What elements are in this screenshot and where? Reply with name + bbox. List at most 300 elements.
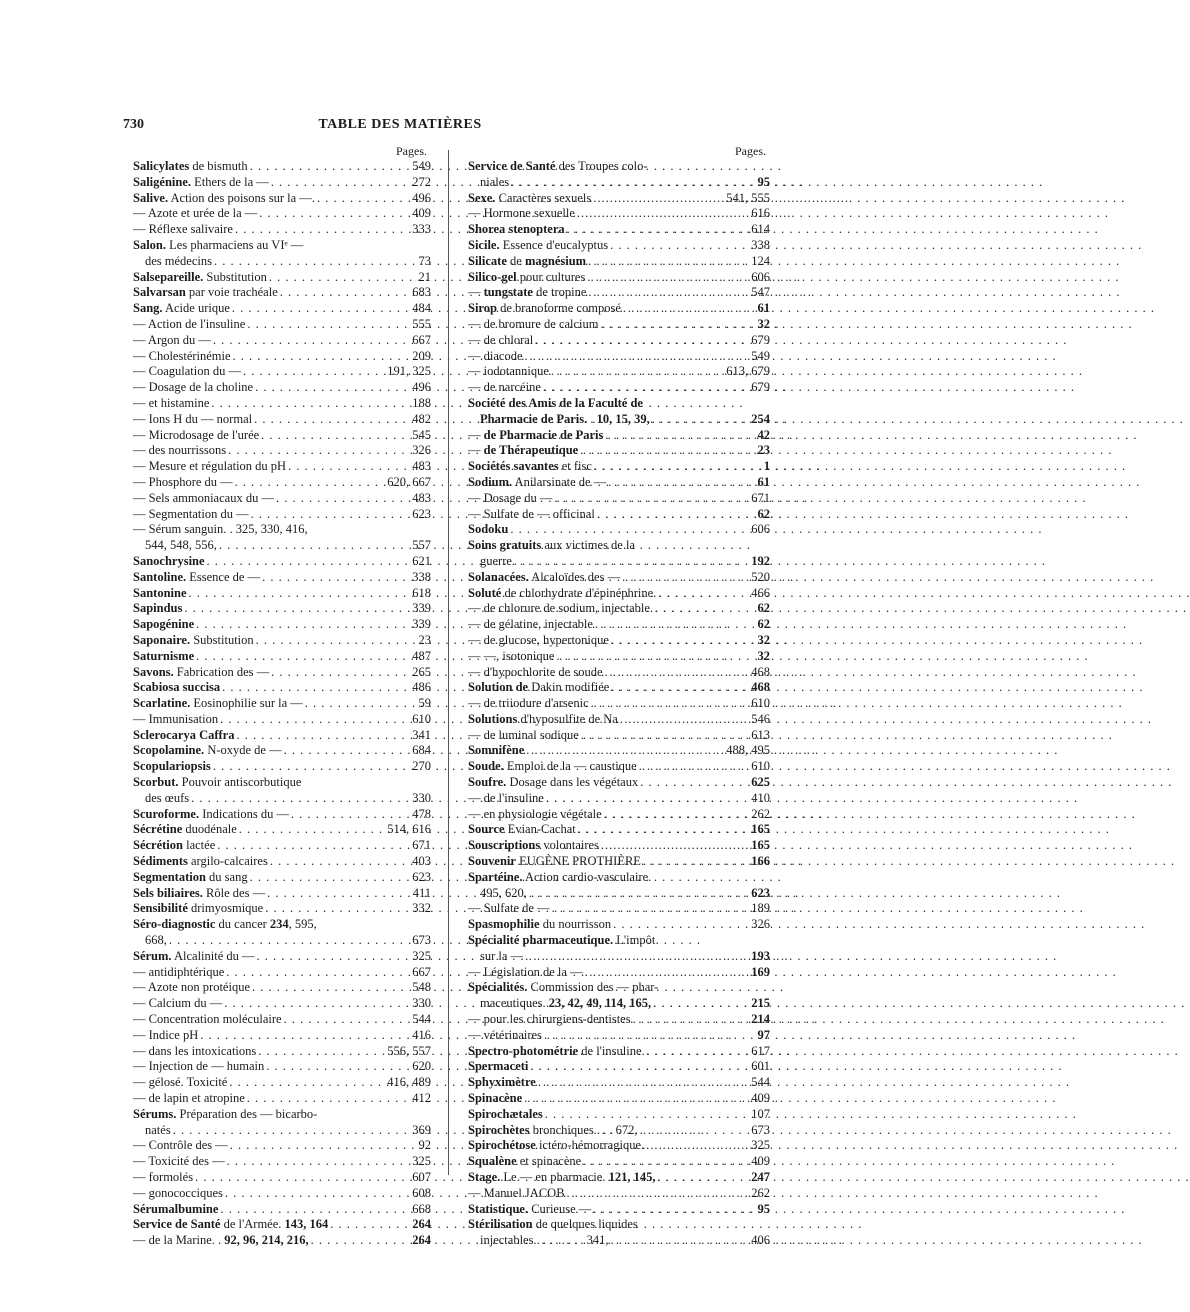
leader-dots [247, 317, 410, 333]
entry-text: — Action de l'insuline [133, 316, 246, 331]
index-entry [133, 1107, 431, 1139]
entry-line [133, 270, 431, 286]
entry-text: — de chlorure de sodium, injectable. [468, 601, 654, 616]
entry-text: Scorbut. Pouvoir antiscorbutique [133, 775, 302, 790]
leader-dots [169, 933, 410, 949]
page-reference: 107 [751, 1106, 770, 1121]
leader-dots [567, 222, 750, 238]
entry-line [468, 206, 770, 222]
index-entry [468, 1138, 770, 1154]
leader-dots [317, 191, 410, 207]
entry-text: Salvarsan par voie trachéale [133, 285, 278, 300]
entry-text: Solanacées. Alcaloïdes des — [468, 569, 621, 584]
entry-text: Silicate de magnésium [468, 253, 587, 268]
leader-dots [262, 570, 410, 586]
entry-text: Scarlatine. Eosinophilie sur la — [133, 696, 303, 711]
leader-dots [639, 759, 750, 775]
index-entry [468, 965, 770, 981]
entry-text: Salsepareille. Substitution [133, 269, 267, 284]
page-reference: 411 [412, 885, 431, 900]
entry-text: Saturnisme [133, 648, 195, 663]
leader-dots [217, 838, 410, 854]
leader-dots [604, 807, 750, 823]
leader-dots [235, 222, 410, 238]
page-reference: 326 [751, 917, 770, 932]
entry-text: — Coagulation du — [133, 364, 241, 379]
leader-dots [544, 1028, 756, 1044]
leader-dots [613, 917, 749, 933]
entry-text: — Toxicité des — [133, 1154, 225, 1169]
entry-line [468, 980, 770, 996]
entry-line [133, 886, 431, 902]
page-reference: 409 [751, 1154, 770, 1169]
entry-text: — formolés [133, 1170, 194, 1184]
index-entry [468, 191, 770, 207]
index-entry [133, 759, 431, 775]
leader-dots [228, 443, 410, 459]
entry-line [468, 1154, 770, 1170]
index-entry [133, 317, 431, 333]
index-column-right [468, 144, 770, 1249]
page-reference: 614 [751, 222, 770, 237]
index-entry [468, 270, 770, 286]
column-divider [448, 150, 449, 1175]
entry-continuation [468, 886, 770, 902]
page-reference: 262 [751, 1185, 770, 1200]
entry-line [468, 791, 770, 807]
leader-dots [213, 759, 410, 775]
leader-dots [643, 854, 749, 870]
entry-continuation [133, 791, 431, 807]
entry-line [133, 554, 431, 570]
leader-dots [580, 443, 755, 459]
page-reference: 616 [751, 206, 770, 221]
entry-text: — de chloral [468, 332, 534, 347]
index-entry [468, 1107, 770, 1123]
index-entry [468, 396, 770, 428]
index-entry [133, 1138, 431, 1154]
entry-text: Salon. Les pharmaciens au VIᵉ — [133, 237, 304, 252]
entry-text: Souscriptions volontaires [468, 838, 599, 853]
entry-text: — de Thérapeutique [468, 443, 579, 458]
entry-continuation [133, 254, 431, 270]
leader-dots [657, 1170, 749, 1186]
page-reference: 325 [412, 1154, 431, 1169]
index-entry [133, 712, 431, 728]
entry-line [133, 175, 431, 191]
entry-text: — Azote non protéique [133, 980, 250, 995]
page-reference: 333 [412, 222, 431, 237]
index-entry [468, 1075, 770, 1091]
leader-dots [239, 822, 385, 838]
entry-text: Source Evian-Cachat [468, 822, 576, 837]
page-reference: 21 [418, 269, 431, 284]
page-reference: 193 [751, 948, 770, 963]
entry-text: — Manuel JACOB [468, 1185, 565, 1200]
page-reference: 545 [412, 427, 431, 442]
entry-text: — des nourrissons [133, 443, 227, 458]
entry-text: Saligénine. Ethers de la — [133, 174, 269, 189]
page-reference: 496 [412, 380, 431, 395]
entry-text: — Dosage du — [468, 490, 553, 505]
entry-text: Séro-diagnostic du cancer 234, 595, [133, 917, 317, 932]
leader-dots [525, 949, 749, 965]
index-entry [133, 349, 431, 365]
entry-line [468, 917, 770, 933]
page-reference: 61 [757, 301, 770, 316]
entry-text: — Dosage de la choline [133, 380, 254, 395]
leader-dots [587, 270, 749, 286]
index-entry [133, 807, 431, 823]
page-reference: 520 [751, 569, 770, 584]
leader-dots [611, 633, 756, 649]
page-reference: 214 [751, 1012, 770, 1027]
page-reference: 341 [412, 727, 431, 742]
index-entry [468, 696, 770, 712]
page-reference: 671 [751, 490, 770, 505]
pages-label: Pages. [396, 144, 427, 158]
entry-text: Scabiosa succisa [133, 680, 221, 695]
entry-line [468, 712, 770, 728]
page-reference: 95 [757, 1201, 770, 1216]
entry-line [133, 285, 431, 301]
leader-dots [191, 791, 410, 807]
page-reference: 544 [751, 1075, 770, 1090]
page-reference: 679 [751, 332, 770, 347]
page-reference: 270 [412, 759, 431, 774]
leader-dots [514, 554, 749, 570]
entry-text: — Cholestérinémie [133, 348, 231, 363]
index-entry [133, 285, 431, 301]
entry-text: — de la Marine. . 92, 96, 214, 216, [133, 1233, 309, 1248]
index-entry [133, 396, 431, 412]
leader-dots [646, 1138, 749, 1154]
entry-text: 544, 548, 556, [145, 538, 217, 553]
entry-line [468, 1075, 770, 1091]
entry-line [468, 1217, 770, 1233]
page-reference: 410 [751, 790, 770, 805]
entry-line [468, 775, 770, 791]
entry-text: — Sulfate de — officinal [468, 506, 595, 521]
leader-dots [530, 1059, 749, 1075]
entry-text: Shorea stenoptera [468, 222, 565, 237]
entry-text: — Contrôle des — [133, 1138, 228, 1153]
index-entry [133, 743, 431, 759]
leader-dots [261, 428, 410, 444]
index-entry [468, 380, 770, 396]
entry-line [468, 301, 770, 317]
index-entry [468, 317, 770, 333]
index-entry [468, 838, 770, 854]
leader-dots [652, 412, 749, 428]
entry-line [133, 491, 431, 507]
entry-text: Savons. Fabrication des — [133, 664, 270, 679]
leader-dots [545, 1107, 749, 1123]
entry-text: Sédiments argilo-calcaires [133, 854, 268, 869]
entry-line [133, 696, 431, 712]
index-entry [133, 1075, 431, 1091]
page-reference: 1 [763, 459, 770, 474]
index-entry [468, 665, 770, 681]
entry-text: Service de Santé de l'Armée. 143, 164 [133, 1217, 329, 1232]
entry-text: Statistique. Curieuse — [468, 1201, 592, 1216]
entry-text: Soude. Emploi de la — caustique [468, 759, 637, 774]
entry-text: — de narcéine [468, 380, 541, 395]
page-reference: 496 [412, 190, 431, 205]
entry-text: Sodoku [468, 522, 509, 537]
entry-line [133, 1170, 431, 1186]
entry-text: — Concentration moléculaire [133, 1012, 282, 1027]
entry-line [133, 980, 431, 996]
entry-line [468, 491, 770, 507]
index-entry [468, 743, 770, 759]
entry-line [468, 396, 770, 412]
leader-dots [529, 886, 749, 902]
entry-text: Spartéine. Action cardio-vasculaire. [468, 869, 652, 884]
index-entry [468, 507, 770, 523]
index-entry [133, 1059, 431, 1075]
entry-line [468, 854, 770, 870]
entry-text: Soufre. Dosage dans les végétaux [468, 775, 639, 790]
leader-dots [605, 665, 750, 681]
leader-dots [267, 886, 411, 902]
entry-line [133, 601, 431, 617]
page-reference: 607 [412, 1170, 431, 1184]
index-entry [133, 949, 431, 965]
page-reference: 610 [412, 711, 431, 726]
entry-text: Sérumalbumine [133, 1201, 219, 1216]
entry-text: Squalène et spinacène [468, 1154, 582, 1169]
index-entry [133, 965, 431, 981]
index-entry [133, 1012, 431, 1028]
index-entry [468, 901, 770, 917]
page-reference: 412 [412, 1091, 431, 1106]
page-reference: 667 [412, 332, 431, 347]
index-entry [468, 538, 770, 570]
entry-text: Sérums. Préparation des — bicarbo- [133, 1106, 318, 1121]
leader-dots [247, 1091, 410, 1107]
entry-line [468, 965, 770, 981]
entry-line [133, 838, 431, 854]
entry-text: — d'hypochlorite de soude [468, 664, 603, 679]
leader-dots [593, 1202, 755, 1218]
page-reference: 621 [412, 553, 431, 568]
index-entry [468, 522, 770, 538]
entry-line [133, 586, 431, 602]
leader-dots [597, 507, 756, 523]
index-entry [468, 633, 770, 649]
leader-dots [255, 380, 410, 396]
leader-dots [546, 791, 749, 807]
entry-text: Sphyximètre [468, 1075, 536, 1090]
index-entry [468, 1186, 770, 1202]
leader-dots [526, 743, 724, 759]
leader-dots [538, 1075, 749, 1091]
entry-line [133, 349, 431, 365]
index-entry [468, 649, 770, 665]
entry-line [133, 665, 431, 681]
leader-dots [196, 617, 410, 633]
leader-dots [578, 822, 750, 838]
index-entry [468, 1217, 770, 1249]
leader-dots [554, 491, 749, 507]
entry-line [468, 933, 770, 949]
index-entry [468, 333, 770, 349]
entry-text: Sécrétion lactée [133, 838, 216, 853]
entry-text: 668, [145, 933, 167, 948]
leader-dots [608, 475, 755, 491]
page-reference: 484 [412, 301, 431, 316]
page-reference: 483 [412, 490, 431, 505]
entry-text: — en physiologie végétale [468, 806, 602, 821]
index-entry [468, 870, 770, 902]
leader-dots [207, 554, 411, 570]
entry-line [133, 238, 431, 254]
entry-text: Sels biliaires. Rôle des — [133, 885, 266, 900]
entry-text: — de gélatine, injectable [468, 617, 593, 632]
page-reference: 254 [751, 411, 770, 426]
index-entry [133, 1233, 431, 1249]
page-reference: 549 [751, 348, 770, 363]
entry-text: Solutions d'hyposulfite de Na [468, 711, 618, 726]
page-reference: 61 [757, 474, 770, 489]
index-entry [133, 1170, 431, 1186]
entry-line [133, 1202, 431, 1218]
page-reference: 62 [757, 617, 770, 632]
leader-dots [256, 633, 417, 649]
leader-dots [284, 743, 411, 759]
index-entry [468, 680, 770, 696]
entry-text: — iodotannique [468, 364, 549, 379]
page-reference: 73 [418, 253, 431, 268]
entry-line [468, 870, 770, 886]
entry-text: — Sulfate de — [468, 901, 550, 916]
entry-text: — tungstate de tropine [468, 285, 587, 300]
entry-text: Sanochrysine [133, 553, 205, 568]
entry-text: — Segmentation du — [133, 506, 249, 521]
index-entry [133, 443, 431, 459]
page-reference: 613 [751, 727, 770, 742]
index-entry [468, 443, 770, 459]
page-reference: 264 [412, 1217, 431, 1232]
leader-dots [577, 206, 749, 222]
entry-text: Scopulariopsis [133, 759, 211, 774]
index-entry [468, 364, 770, 380]
leader-dots [269, 270, 417, 286]
page-reference: 32 [757, 316, 770, 331]
entry-text: Segmentation du sang [133, 869, 248, 884]
leader-dots [556, 649, 755, 665]
entry-text: Stage. Le — en pharmacie. 121, 145, [468, 1170, 656, 1184]
entry-line [133, 854, 431, 870]
entry-line [468, 270, 770, 286]
index-entry [468, 791, 770, 807]
entry-line [133, 428, 431, 444]
index-entry [133, 507, 431, 523]
index-entry [133, 522, 431, 554]
page-reference: 468 [751, 680, 770, 695]
leader-dots [591, 696, 750, 712]
index-entry [133, 491, 431, 507]
index-entry [468, 854, 770, 870]
entry-text: Solution de Dakin modifiée [468, 680, 610, 695]
entry-text: Soins gratuits aux victimes de la [468, 538, 636, 553]
page-reference: 369 [412, 1122, 431, 1137]
entry-text: Sapogénine [133, 617, 195, 632]
page-reference: 339 [412, 601, 431, 616]
entry-text: — Législation de la — [468, 964, 583, 979]
index-entry [468, 254, 770, 270]
page-reference: 608 [412, 1185, 431, 1200]
page-reference: 406 [751, 1233, 770, 1248]
entry-continuation [468, 412, 770, 428]
entry-text: sur la — [480, 948, 524, 963]
leader-dots [535, 333, 749, 349]
index-entry [133, 996, 431, 1012]
entry-text: — Calcium du — [133, 996, 223, 1011]
entry-line [133, 443, 431, 459]
leader-dots [525, 349, 750, 365]
page-reference: 95 [757, 174, 770, 189]
index-entry [133, 601, 431, 617]
page-reference: 606 [751, 522, 770, 537]
leader-dots [250, 870, 411, 886]
index-entry [133, 838, 431, 854]
entry-line [468, 522, 770, 538]
entry-line [133, 822, 431, 838]
leader-dots [647, 1044, 750, 1060]
page-reference: 555 [412, 316, 431, 331]
page-reference: 332 [412, 901, 431, 916]
index-entry [468, 301, 770, 317]
entry-text: Souvenir EUGÈNE PROTHIÈRE [468, 854, 641, 869]
entry-line [468, 443, 770, 459]
page-reference: 466 [751, 585, 770, 600]
entry-text: — Immunisation [133, 711, 219, 726]
entry-text: Sang. Acide urique [133, 301, 230, 316]
index-column-left [133, 144, 431, 1249]
page-reference: 468 [751, 664, 770, 679]
entry-continuation [468, 949, 770, 965]
index-entry [468, 601, 770, 617]
entry-text: — de glucose, hypertonique [468, 632, 609, 647]
index-entry [468, 775, 770, 791]
entry-line [133, 507, 431, 523]
page-reference: 610 [751, 759, 770, 774]
entry-line [133, 459, 431, 475]
entry-text: Spécialité pharmaceutique. L'impôt [468, 933, 656, 948]
page-reference: 679 [751, 380, 770, 395]
page-reference: 547 [751, 285, 770, 300]
leader-dots [225, 1186, 410, 1202]
index-entry [468, 285, 770, 301]
leader-dots [220, 1202, 410, 1218]
leader-dots [567, 1186, 750, 1202]
entry-text: Somnifène [468, 743, 525, 758]
entry-text: Spermaceti [468, 1059, 529, 1074]
entry-line [133, 870, 431, 886]
entry-text: Service de Santé des Troupes colo- [468, 159, 648, 173]
page-reference: 330 [412, 996, 431, 1011]
index-entry [133, 554, 431, 570]
page-reference: 169 [751, 964, 770, 979]
entry-text: Pharmacie de Paris. . 10, 15, 39, [480, 411, 650, 426]
page-reference: 209 [412, 348, 431, 363]
index-entry [468, 617, 770, 633]
index-entry [133, 1186, 431, 1202]
leader-dots [227, 1154, 411, 1170]
index-entry [468, 206, 770, 222]
